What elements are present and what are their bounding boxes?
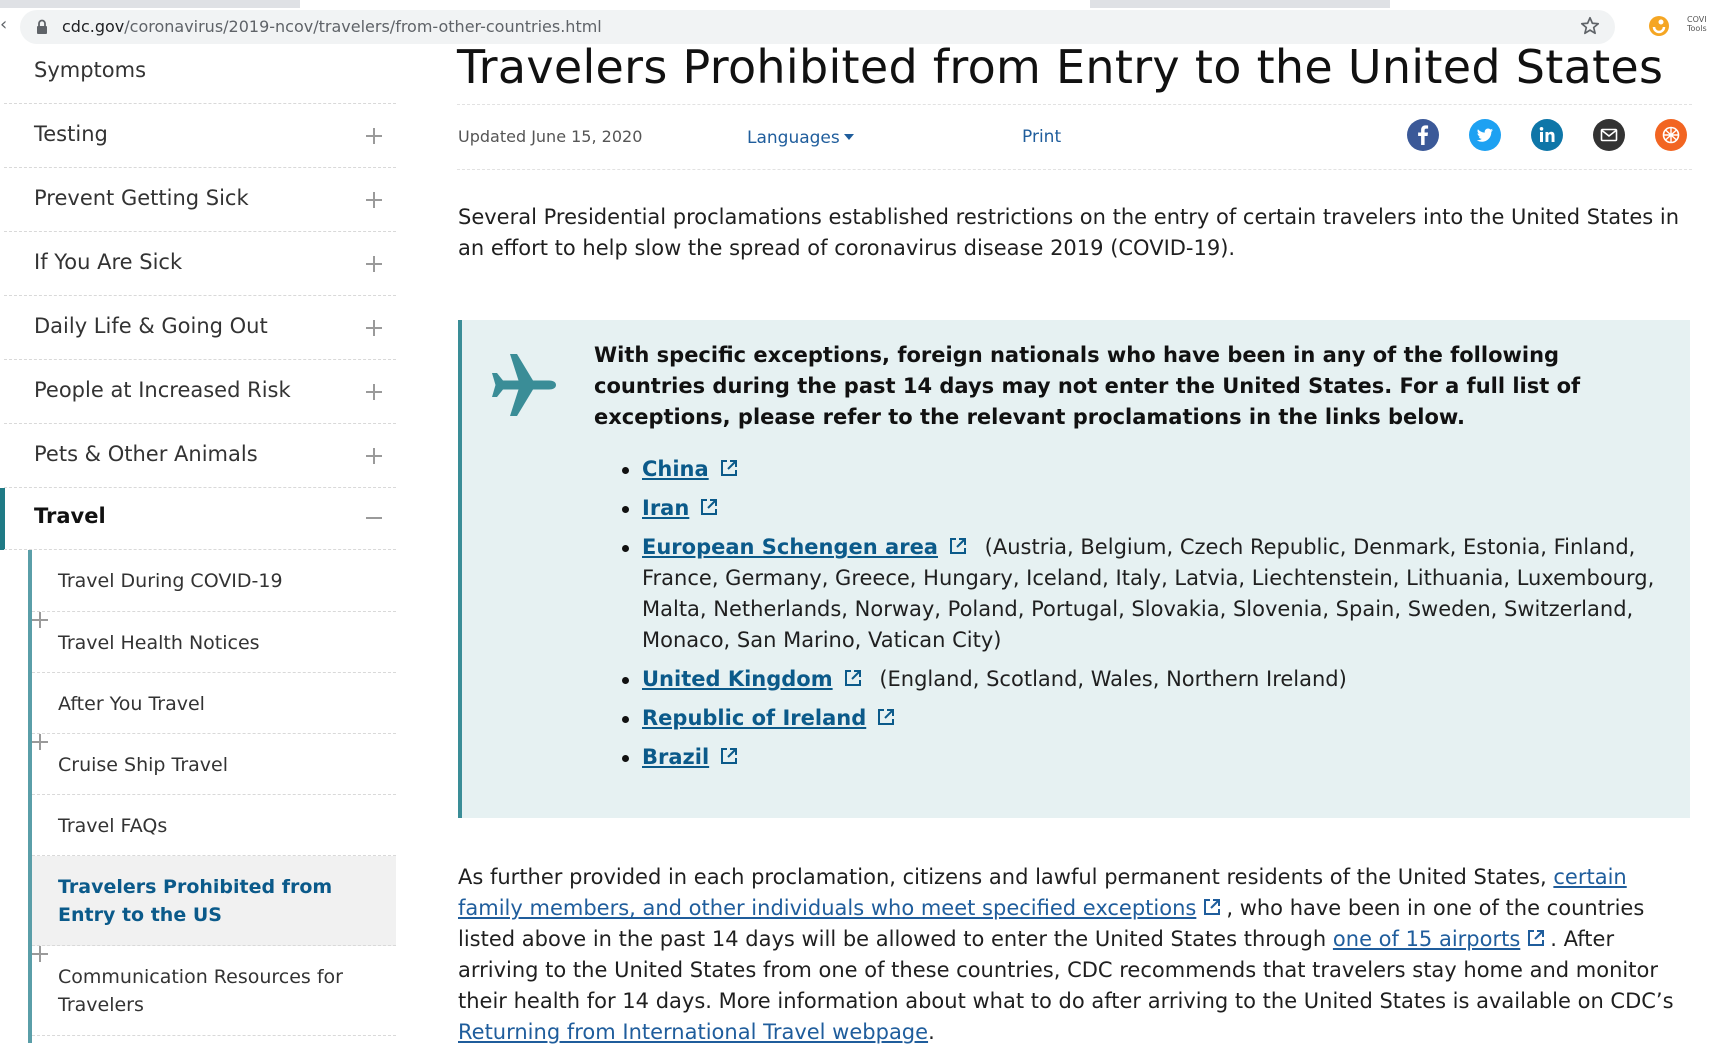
url-path: /coronavirus/2019-ncov/travelers/from-other-countries.html <box>124 17 602 36</box>
external-link-icon[interactable] <box>948 534 968 554</box>
syndicate-icon <box>1655 119 1687 151</box>
sidebar-item-label: Testing <box>34 122 108 146</box>
lock-icon <box>36 19 48 35</box>
email-icon <box>1593 119 1625 151</box>
sidebar-item-travel[interactable] <box>4 488 396 550</box>
list-item <box>594 703 1664 734</box>
country-note: (England, Scotland, Wales, Northern Ireland) <box>879 667 1347 691</box>
tab-strip <box>0 0 1720 8</box>
updated-date: Updated June 15, 2020 <box>458 127 643 146</box>
covid-tools-extension-icon[interactable]: COVI Tools <box>1687 15 1707 33</box>
country-link-iran[interactable]: Iran <box>642 496 690 520</box>
sidebar-item-pets[interactable] <box>4 424 396 488</box>
linkedin-icon <box>1531 119 1563 151</box>
outro-paragraph <box>458 862 1698 1048</box>
external-link-icon[interactable] <box>719 744 739 764</box>
tab-strip-active <box>300 0 1090 8</box>
page-title: Travelers Prohibited from Entry to the United States <box>457 40 1664 94</box>
expand-plus-icon[interactable] <box>366 384 382 400</box>
callout-lead-text: With specific exceptions, foreign nationals who have been in any of the following countries during the past 14 days may not enter the United States. For a full list of exceptions, please refer to the relevant proclamations in the links below. <box>594 343 1581 429</box>
list-item <box>594 454 1664 485</box>
linkedin-share-button[interactable] <box>1531 119 1563 151</box>
expand-plus-icon[interactable] <box>366 448 382 464</box>
sidebar-subitem-label: Travel During COVID-19 <box>58 570 283 592</box>
outro-text: . After arriving to the United States from one of these countries, CDC recommends that travelers stay home and monitor their health for 14 days. More information about what to do after arriving to the United States is available on CDC’s <box>458 927 1674 1013</box>
external-link-icon[interactable] <box>699 495 719 515</box>
extension-icon[interactable] <box>1648 15 1670 37</box>
country-list <box>594 454 1664 781</box>
facebook-icon <box>1407 119 1439 151</box>
list-item <box>594 664 1664 695</box>
country-link-ireland[interactable]: Republic of Ireland <box>642 706 867 730</box>
page-meta-toolbar <box>457 104 1692 170</box>
sidebar-item-if-you-are-sick[interactable] <box>4 232 396 296</box>
address-bar[interactable] <box>20 10 1615 44</box>
outro-text: , who have been in one of the countries listed above in the past 14 days will be allowed to enter the United States through <box>458 896 1645 951</box>
languages-label: Languages <box>747 128 840 148</box>
back-arrow-icon[interactable]: ‹ <box>0 14 8 35</box>
sidebar-item-prevent-getting-sick[interactable] <box>4 168 396 232</box>
external-link-icon[interactable] <box>843 666 863 686</box>
sidebar-subitem-communication-resources[interactable] <box>32 946 396 1036</box>
list-item <box>594 493 1664 524</box>
sidebar-item-label: Pets & Other Animals <box>34 442 258 466</box>
country-link-china[interactable]: China <box>642 457 709 481</box>
family-exceptions-link[interactable]: certain family members, and other individuals who meet specified exceptions <box>458 865 1627 920</box>
country-link-brazil[interactable]: Brazil <box>642 745 710 769</box>
list-item <box>594 742 1664 773</box>
country-note: (Austria, Belgium, Czech Republic, Denmark, Estonia, Finland, France, Germany, Greece, Hungary, Iceland, Italy, Latvia, Liechtenstein, Lithuania, Luxembourg, Malta, Netherlands, Norway, Poland, Portugal, Slovakia, Slovenia, Spain, Sweden, Switzerland, Monaco, San Marino, Vatican City) <box>642 535 1655 652</box>
print-link[interactable]: Print <box>1022 127 1062 147</box>
twitter-icon <box>1469 119 1501 151</box>
url-host: cdc.gov <box>62 17 125 36</box>
external-link-icon[interactable] <box>1526 926 1546 946</box>
sidebar-item-label: If You Are Sick <box>34 250 183 274</box>
sidebar-subitem-travel-health-notices[interactable] <box>32 612 396 673</box>
sidebar-subitem-label: Cruise Ship Travel <box>58 754 228 776</box>
sidebar-subitem-label: Travelers Prohibited from Entry to the US <box>58 876 333 926</box>
external-link-icon[interactable] <box>876 705 896 725</box>
sidebar-subitem-label: Travel FAQs <box>58 815 168 837</box>
tab-strip-secondary <box>1390 0 1720 8</box>
expand-plus-icon[interactable] <box>366 320 382 336</box>
intro-paragraph: Several Presidential proclamations established restrictions on the entry of certain travelers into the United States in an effort to help slow the spread of coronavirus disease 2019 (COVID-19). <box>458 205 1680 260</box>
sidebar-nav <box>0 52 396 1043</box>
airports-link[interactable]: one of 15 airports <box>1332 927 1521 951</box>
external-link-icon[interactable] <box>1202 895 1222 915</box>
airplane-icon <box>486 348 560 422</box>
languages-dropdown[interactable] <box>747 128 854 148</box>
sidebar-subitem-after-you-travel[interactable] <box>32 673 396 734</box>
sidebar-item-label: People at Increased Risk <box>34 378 291 402</box>
returning-travel-link[interactable]: Returning from International Travel webpage <box>458 1020 929 1044</box>
caret-down-icon <box>844 134 854 140</box>
sidebar-item-daily-life[interactable] <box>4 296 396 360</box>
sidebar-item-label: Prevent Getting Sick <box>34 186 249 210</box>
facebook-share-button[interactable] <box>1407 119 1439 151</box>
url-text[interactable] <box>62 17 602 36</box>
sidebar-item-label: Symptoms <box>34 58 147 82</box>
sidebar-item-label: Travel <box>34 504 106 528</box>
sidebar-item-label: Daily Life & Going Out <box>34 314 268 338</box>
sidebar-subitem-label: Travel Health Notices <box>58 632 260 654</box>
sidebar-item-testing[interactable] <box>4 104 396 168</box>
sidebar-subitem-travelers-prohibited[interactable] <box>32 856 396 946</box>
expand-plus-icon[interactable] <box>366 256 382 272</box>
sidebar-subitem-label: After You Travel <box>58 693 205 715</box>
country-link-schengen[interactable]: European Schengen area <box>642 535 938 559</box>
expand-plus-icon[interactable] <box>366 128 382 144</box>
bookmark-star-icon[interactable] <box>1579 15 1601 37</box>
outro-text: . <box>928 1020 935 1044</box>
outro-text: As further provided in each proclamation, citizens and lawful permanent residents of the United States, <box>458 865 1554 889</box>
sidebar-subitem-label: Communication Resources for Travelers <box>58 966 343 1016</box>
email-share-button[interactable] <box>1593 119 1625 151</box>
sidebar-subitem-travel-during-covid[interactable] <box>32 550 396 612</box>
expand-plus-icon[interactable] <box>366 192 382 208</box>
list-item <box>594 532 1664 656</box>
external-link-icon[interactable] <box>719 456 739 476</box>
syndicate-share-button[interactable] <box>1655 119 1687 151</box>
sidebar-item-symptoms[interactable] <box>4 52 396 104</box>
sidebar-subitem-cruise-ship-travel[interactable] <box>32 734 396 795</box>
sidebar-item-increased-risk[interactable] <box>4 360 396 424</box>
sidebar-subitem-travel-faqs[interactable] <box>32 795 396 856</box>
country-link-united-kingdom[interactable]: United Kingdom <box>642 667 833 691</box>
twitter-share-button[interactable] <box>1469 119 1501 151</box>
collapse-minus-icon[interactable] <box>366 510 382 526</box>
callout-box <box>458 320 1690 818</box>
